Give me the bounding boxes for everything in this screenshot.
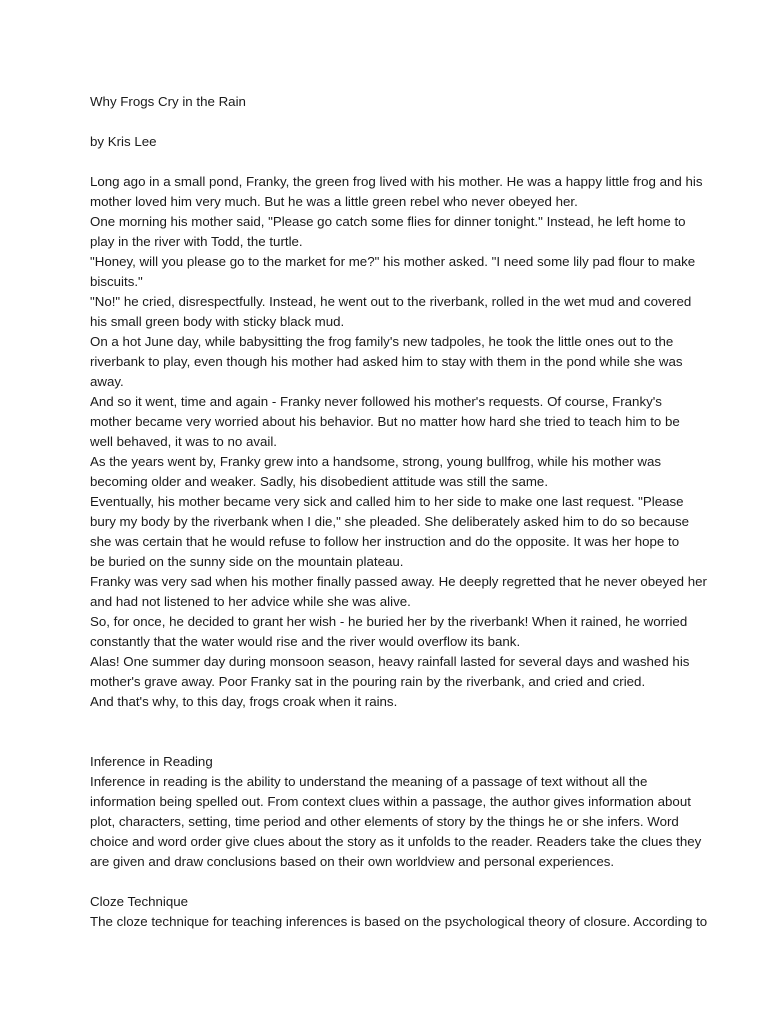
- document-author: by Kris Lee: [90, 134, 157, 149]
- story-text: [90, 172, 707, 712]
- story-line: biscuits.": [90, 274, 143, 289]
- spacer: [90, 152, 690, 172]
- story-line: Alas! One summer day during monsoon season, heavy rainfall lasted for several days and washed his: [90, 654, 690, 669]
- story-line: mother's grave away. Poor Franky sat in the pouring rain by the riverbank, and cried and cried.: [90, 674, 646, 689]
- inference-line: Inference in reading is the ability to understand the meaning of a passage of text without all the: [90, 774, 648, 789]
- story-line: mother became very worried about his behavior. But no matter how hard she tried to teach him to be: [90, 414, 680, 429]
- story-line: his small green body with sticky black mud.: [90, 314, 345, 329]
- story-line: So, for once, he decided to grant her wish - he buried her by the riverbank! When it rained, he worried: [90, 614, 688, 629]
- inference-heading: Inference in Reading: [90, 754, 213, 769]
- story-line: constantly that the water would rise and the river would overflow its bank.: [90, 634, 521, 649]
- story-line: "No!" he cried, disrespectfully. Instead, he went out to the riverbank, rolled in the wet mud and covered: [90, 294, 692, 309]
- story-line: One morning his mother said, "Please go catch some flies for dinner tonight." Instead, he left home to: [90, 214, 686, 229]
- inference-line: information being spelled out. From context clues within a passage, the author gives information about: [90, 794, 691, 809]
- story-line: Long ago in a small pond, Franky, the green frog lived with his mother. He was a happy little frog and his: [90, 174, 703, 189]
- inference-line: plot, characters, setting, time period and other elements of story by the things he or she infers. Word: [90, 814, 679, 829]
- inference-section: [90, 752, 702, 872]
- story-line: play in the river with Todd, the turtle.: [90, 234, 303, 249]
- spacer: [90, 112, 690, 132]
- story-line: she was certain that he would refuse to follow her instruction and do the opposite. It was her hope to: [90, 534, 680, 549]
- story-line: "Honey, will you please go to the market for me?" his mother asked. "I need some lily pad flour to make: [90, 254, 696, 269]
- story-line: mother loved him very much. But he was a little green rebel who never obeyed her.: [90, 194, 578, 209]
- story-line: And that's why, to this day, frogs croak when it rains.: [90, 694, 398, 709]
- story-line: On a hot June day, while babysitting the frog family's new tadpoles, he took the little ones out to the: [90, 334, 674, 349]
- story-line: well behaved, it was to no avail.: [90, 434, 278, 449]
- inference-line: are given and draw conclusions based on their own worldview and personal experiences.: [90, 854, 615, 869]
- document-title: Why Frogs Cry in the Rain: [90, 94, 246, 109]
- story-line: away.: [90, 374, 124, 389]
- story-line: be buried on the sunny side on the mountain plateau.: [90, 554, 404, 569]
- spacer: [90, 712, 690, 732]
- cloze-line: The cloze technique for teaching inferences is based on the psychological theory of closure. According to: [90, 914, 708, 929]
- story-line: riverbank to play, even though his mother had asked him to stay with them in the pond while she was: [90, 354, 683, 369]
- story-line: Franky was very sad when his mother finally passed away. He deeply regretted that he never obeyed her: [90, 574, 707, 589]
- spacer: [90, 732, 690, 752]
- story-line: and had not listened to her advice while she was alive.: [90, 594, 411, 609]
- story-line: As the years went by, Franky grew into a handsome, strong, young bullfrog, while his mother was: [90, 454, 662, 469]
- story-line: Eventually, his mother became very sick and called him to her side to make one last request. "Please: [90, 494, 684, 509]
- cloze-heading: Cloze Technique: [90, 894, 189, 909]
- inference-line: choice and word order give clues about the story as it unfolds to the reader. Readers take the clues they: [90, 834, 702, 849]
- cloze-section: [90, 892, 708, 932]
- story-line: becoming older and weaker. Sadly, his disobedient attitude was still the same.: [90, 474, 549, 489]
- spacer: [90, 872, 690, 892]
- story-line: And so it went, time and again - Franky never followed his mother's requests. Of course, Franky's: [90, 394, 662, 409]
- document-body: [90, 92, 708, 932]
- story-line: bury my body by the riverbank when I die," she pleaded. She deliberately asked him to do so because: [90, 514, 690, 529]
